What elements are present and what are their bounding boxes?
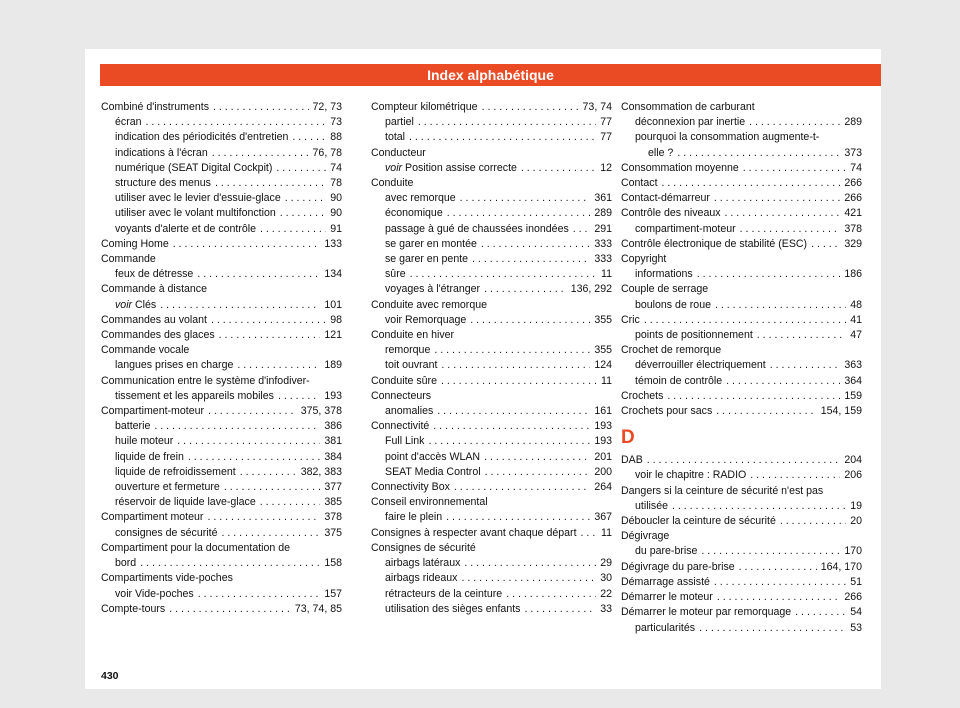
index-subentry[interactable]: remorque . . . 355 (371, 343, 612, 358)
index-entry[interactable]: Connectivity Box . . . 264 (371, 480, 612, 495)
index-subentry[interactable]: utilisée . . . 19 (621, 499, 862, 514)
index-subentry[interactable]: déconnexion par inertie . . . 289 (621, 115, 862, 130)
index-subentry[interactable]: voir Remorquage . . . 355 (371, 313, 612, 328)
index-subentry[interactable]: numérique (SEAT Digital Cockpit) . . . 74 (101, 161, 342, 176)
index-entry[interactable]: Crochets . . . 159 (621, 389, 862, 404)
index-entry[interactable]: Cric . . . 41 (621, 313, 862, 328)
index-entry[interactable]: Contact . . . 266 (621, 176, 862, 191)
index-heading: Commande vocale (101, 344, 190, 357)
index-heading: Conseil environnemental (371, 496, 488, 509)
index-heading: Couple de serrage (621, 283, 709, 296)
index-entry[interactable]: Compteur kilométrique . . . 73, 74 (371, 100, 612, 115)
index-subentry[interactable]: SEAT Media Control . . . 200 (371, 465, 612, 480)
index-heading: Consignes de sécurité (371, 541, 476, 554)
index-entry[interactable]: Dégivrage du pare-brise . . . 164, 170 (621, 560, 862, 575)
index-heading: Commande (101, 253, 156, 266)
index-heading: Conducteur (371, 146, 426, 159)
index-column-3 (621, 100, 862, 636)
index-subentry[interactable]: points de positionnement . . . 47 (621, 328, 862, 343)
index-column-2 (371, 100, 612, 617)
index-heading: Consommation de carburant (621, 101, 755, 113)
index-subentry[interactable]: se garer en pente . . . 333 (371, 252, 612, 267)
index-subentry[interactable]: ouverture et fermeture . . . 377 (101, 480, 342, 495)
index-entry[interactable]: Conduite sûre . . . 11 (371, 374, 612, 389)
index-subentry[interactable]: feux de détresse . . . 134 (101, 267, 342, 282)
index-entry[interactable]: Commandes au volant . . . 98 (101, 313, 342, 328)
index-subentry[interactable]: témoin de contrôle . . . 364 (621, 374, 862, 389)
index-entry[interactable]: Compartiment moteur . . . 378 (101, 510, 342, 525)
index-entry[interactable]: Consignes à respecter avant chaque départ . . . 11 (371, 526, 612, 541)
index-heading: Communication entre le système d'infodiver- (101, 374, 310, 387)
index-subentry[interactable]: voir Clés . . . 101 (101, 298, 342, 313)
index-heading: Compartiment pour la documentation de (101, 541, 291, 554)
index-subentry[interactable]: voir Vide-poches . . . 157 (101, 587, 342, 602)
index-entry[interactable]: Combiné d'instruments . . . 72, 73 (101, 100, 342, 115)
index-subentry[interactable]: liquide de refroidissement . . . 382, 383 (101, 465, 342, 480)
index-heading: Commande à distance (101, 283, 207, 296)
index-subentry[interactable]: faire le plein . . . 367 (371, 510, 612, 525)
index-entry[interactable]: Contrôle des niveaux . . . 421 (621, 206, 862, 221)
index-entry[interactable]: Crochets pour sacs . . . 154, 159 (621, 404, 862, 419)
index-subentry[interactable]: liquide de frein . . . 384 (101, 450, 342, 465)
index-heading: Compartiments vide-poches (101, 572, 233, 585)
index-entry[interactable]: Démarrer le moteur par remorquage . . . 54 (621, 605, 862, 620)
index-heading: Conduite en hiver (371, 329, 455, 342)
index-subentry[interactable]: indications à l'écran . . . 76, 78 (101, 146, 342, 161)
index-subentry[interactable]: airbags rideaux . . . 30 (371, 571, 612, 586)
index-subentry[interactable]: airbags latéraux . . . 29 (371, 556, 612, 571)
index-subentry[interactable]: batterie . . . 386 (101, 419, 342, 434)
index-subentry[interactable]: déverrouiller électriquement . . . 363 (621, 358, 862, 373)
index-subentry[interactable]: réservoir de liquide lave-glace . . . 385 (101, 495, 342, 510)
index-subentry[interactable]: avec remorque . . . 361 (371, 191, 612, 206)
index-subentry[interactable]: particularités . . . 53 (621, 621, 862, 636)
index-heading: Crochet de remorque (621, 344, 722, 357)
index-entry[interactable]: Compte-tours . . . 73, 74, 85 (101, 602, 342, 617)
index-page (85, 49, 881, 689)
index-subentry[interactable]: structure des menus . . . 78 (101, 176, 342, 191)
index-entry[interactable]: Contact-démarreur . . . 266 (621, 191, 862, 206)
page-header: Index alphabétique (100, 64, 881, 86)
index-subentry[interactable]: voyages à l'étranger . . . 136, 292 (371, 282, 612, 297)
index-subentry[interactable]: toit ouvrant . . . 124 (371, 358, 612, 373)
index-subentry[interactable]: point d'accès WLAN . . . 201 (371, 450, 612, 465)
index-column-1 (101, 100, 342, 617)
index-entry[interactable]: Commandes des glaces . . . 121 (101, 328, 342, 343)
index-subentry[interactable]: rétracteurs de la ceinture . . . 22 (371, 587, 612, 602)
index-subentry[interactable]: partiel . . . 77 (371, 115, 612, 130)
index-entry[interactable]: Contrôle électronique de stabilité (ESC) . . . 329 (621, 237, 862, 252)
page-number: 430 (101, 670, 119, 682)
index-subentry[interactable]: total . . . 77 (371, 130, 612, 145)
index-heading: Copyright (621, 253, 667, 266)
section-letter: D (621, 427, 635, 449)
index-subentry[interactable]: voir Position assise correcte . . . 12 (371, 161, 612, 176)
index-entry[interactable]: Coming Home . . . 133 (101, 237, 342, 252)
index-heading: Dangers si la ceinture de sécurité n'est pas (621, 484, 824, 497)
index-subentry[interactable]: utiliser avec le volant multifonction . . . 90 (101, 206, 342, 221)
index-subentry[interactable]: huile moteur . . . 381 (101, 434, 342, 449)
index-entry[interactable]: Connectivité . . . 193 (371, 419, 612, 434)
index-subentry[interactable]: consignes de sécurité . . . 375 (101, 526, 342, 541)
index-subentry[interactable]: voyants d'alerte et de contrôle . . . 91 (101, 222, 342, 237)
index-entry[interactable]: Démarrage assisté . . . 51 (621, 575, 862, 590)
index-subentry[interactable]: économique . . . 289 (371, 206, 612, 221)
index-subentry[interactable]: voir le chapitre : RADIO . . . 206 (621, 468, 862, 483)
index-subentry[interactable]: utiliser avec le levier d'essuie-glace . . . 90 (101, 191, 342, 206)
index-subentry[interactable]: indication des périodicités d'entretien . . . 88 (101, 130, 342, 145)
index-heading: Dégivrage (621, 530, 670, 543)
index-heading: pourquoi la consommation augmente-t- (635, 131, 820, 144)
index-subentry[interactable]: du pare-brise . . . 170 (621, 544, 862, 559)
index-subentry[interactable]: Full Link . . . 193 (371, 434, 612, 449)
index-subentry[interactable]: passage à gué de chaussées inondées . . . 291 (371, 222, 612, 237)
index-heading: Conduite avec remorque (371, 298, 488, 311)
index-subentry[interactable]: écran . . . 73 (101, 115, 342, 130)
index-entry[interactable]: Déboucler la ceinture de sécurité . . . 20 (621, 514, 862, 529)
index-subentry[interactable]: compartiment-moteur . . . 378 (621, 222, 862, 237)
index-subentry[interactable]: anomalies . . . 161 (371, 404, 612, 419)
index-subentry[interactable]: langues prises en charge . . . 189 (101, 358, 342, 373)
index-subentry[interactable]: utilisation des sièges enfants . . . 33 (371, 602, 612, 617)
index-entry[interactable]: DAB . . . 204 (621, 453, 862, 468)
index-subentry[interactable]: bord . . . 158 (101, 556, 342, 571)
index-subentry[interactable]: boulons de roue . . . 48 (621, 298, 862, 313)
index-heading: Conduite (371, 177, 414, 190)
index-subentry[interactable]: tissement et les appareils mobiles . . . 193 (101, 389, 342, 404)
index-subentry[interactable]: informations . . . 186 (621, 267, 862, 282)
index-heading: Connecteurs (371, 389, 432, 402)
index-subentry[interactable]: se garer en montée . . . 333 (371, 237, 612, 252)
index-subentry[interactable]: sûre . . . 11 (371, 267, 612, 282)
index-entry[interactable]: Compartiment-moteur . . . 375, 378 (101, 404, 342, 419)
index-entry[interactable]: Démarrer le moteur . . . 266 (621, 590, 862, 605)
index-subentry[interactable]: elle ? . . . 373 (621, 146, 862, 161)
index-entry[interactable]: Consommation moyenne . . . 74 (621, 161, 862, 176)
